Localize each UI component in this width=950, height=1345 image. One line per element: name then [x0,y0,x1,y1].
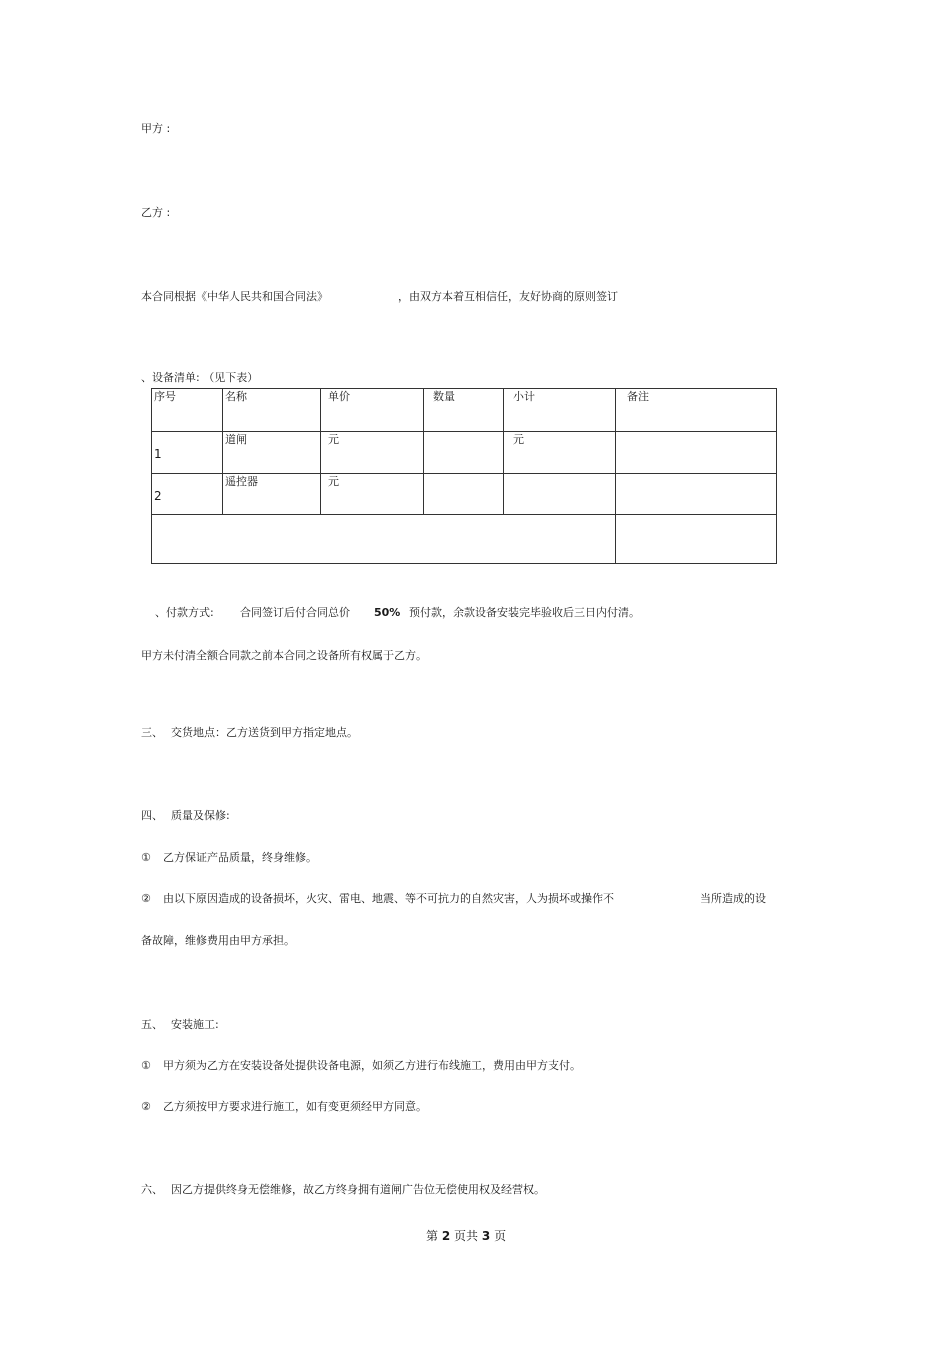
total-note-cell [616,515,777,564]
header-cell: 备注 [616,389,777,432]
payment-text-2: 预付款，余款设备安装完毕验收后三日内付清。 [409,606,640,619]
header-cell: 序号 [152,389,223,432]
install-item-2-mark: ② [141,1100,151,1113]
page-footer [426,1229,506,1243]
header-cell: 单价 [321,389,424,432]
subtotal-cell [504,474,616,515]
header-cell: 名称 [223,389,321,432]
install-item-1: 甲方须为乙方在安装设备处提供设备电源，如须乙方进行布线施工，费用由甲方支付。 [163,1059,581,1072]
name-cell: 遥控器 [223,474,321,515]
row-number-cell: 2 [152,474,223,515]
ownership-text: 甲方未付清全额合同款之前本合同之设备所有权属于乙方。 [141,649,427,662]
delivery-text: 交货地点：乙方送货到甲方指定地点。 [171,726,358,739]
table-row [152,432,777,474]
subtotal-cell: 元 [504,432,616,474]
table-total-row [152,515,777,564]
quality-item-1: 乙方保证产品质量，终身维修。 [163,851,317,864]
name-cell: 道闸 [223,432,321,474]
payment-text-1: 合同签订后付合同总价 [240,606,350,619]
quality-item-2-c: 备故障，维修费用由甲方承担。 [141,934,295,947]
price-cell: 元 [321,432,424,474]
table-header-row [152,389,777,432]
row-number-cell: 1 [152,432,223,474]
qty-cell [424,432,504,474]
header-cell: 小计 [504,389,616,432]
total-cell [152,515,616,564]
footer-post: 页 [494,1229,507,1243]
quality-item-2-mark: ② [141,892,151,905]
install-item-2: 乙方须按甲方要求进行施工，如有变更须经甲方同意。 [163,1100,427,1113]
qty-cell [424,474,504,515]
party-a-label: 甲方 : [141,122,171,135]
note-cell [616,474,777,515]
payment-label: 、付款方式: [155,606,214,619]
header-cell: 数量 [424,389,504,432]
footer-mid: 页共 [454,1229,479,1243]
install-title: 安装施工: [171,1018,219,1031]
footer-page-number: 2 [441,1229,451,1243]
section-3-number: 三、 [141,726,163,739]
payment-percent: 50% [374,606,401,619]
equipment-table [151,388,777,564]
section-6-number: 六、 [141,1183,163,1196]
price-cell: 元 [321,474,424,515]
equipment-heading: 、设备清单: （见下表） [141,371,259,384]
quality-title: 质量及保修: [171,809,230,822]
note-cell [616,432,777,474]
intro-text-2: ，由双方本着互相信任，友好协商的原则签订 [398,290,618,303]
section-4-number: 四、 [141,809,163,822]
party-b-label: 乙方 : [141,206,171,219]
install-item-1-mark: ① [141,1059,151,1072]
ads-text: 因乙方提供终身无偿维修，故乙方终身拥有道闸广告位无偿使用权及经营权。 [171,1183,545,1196]
quality-item-2-b: 当所造成的设 [700,892,766,905]
quality-item-2-a: 由以下原因造成的设备损坏，火灾、雷电、地震、等不可抗力的自然灾害，人为损坏或操作不 [163,892,614,905]
quality-item-1-mark: ① [141,851,151,864]
table-row [152,474,777,515]
footer-pre: 第 [426,1229,439,1243]
footer-total-pages: 3 [481,1229,491,1243]
section-5-number: 五、 [141,1018,163,1031]
intro-text-1: 本合同根据《中华人民共和国合同法》 [141,290,328,303]
